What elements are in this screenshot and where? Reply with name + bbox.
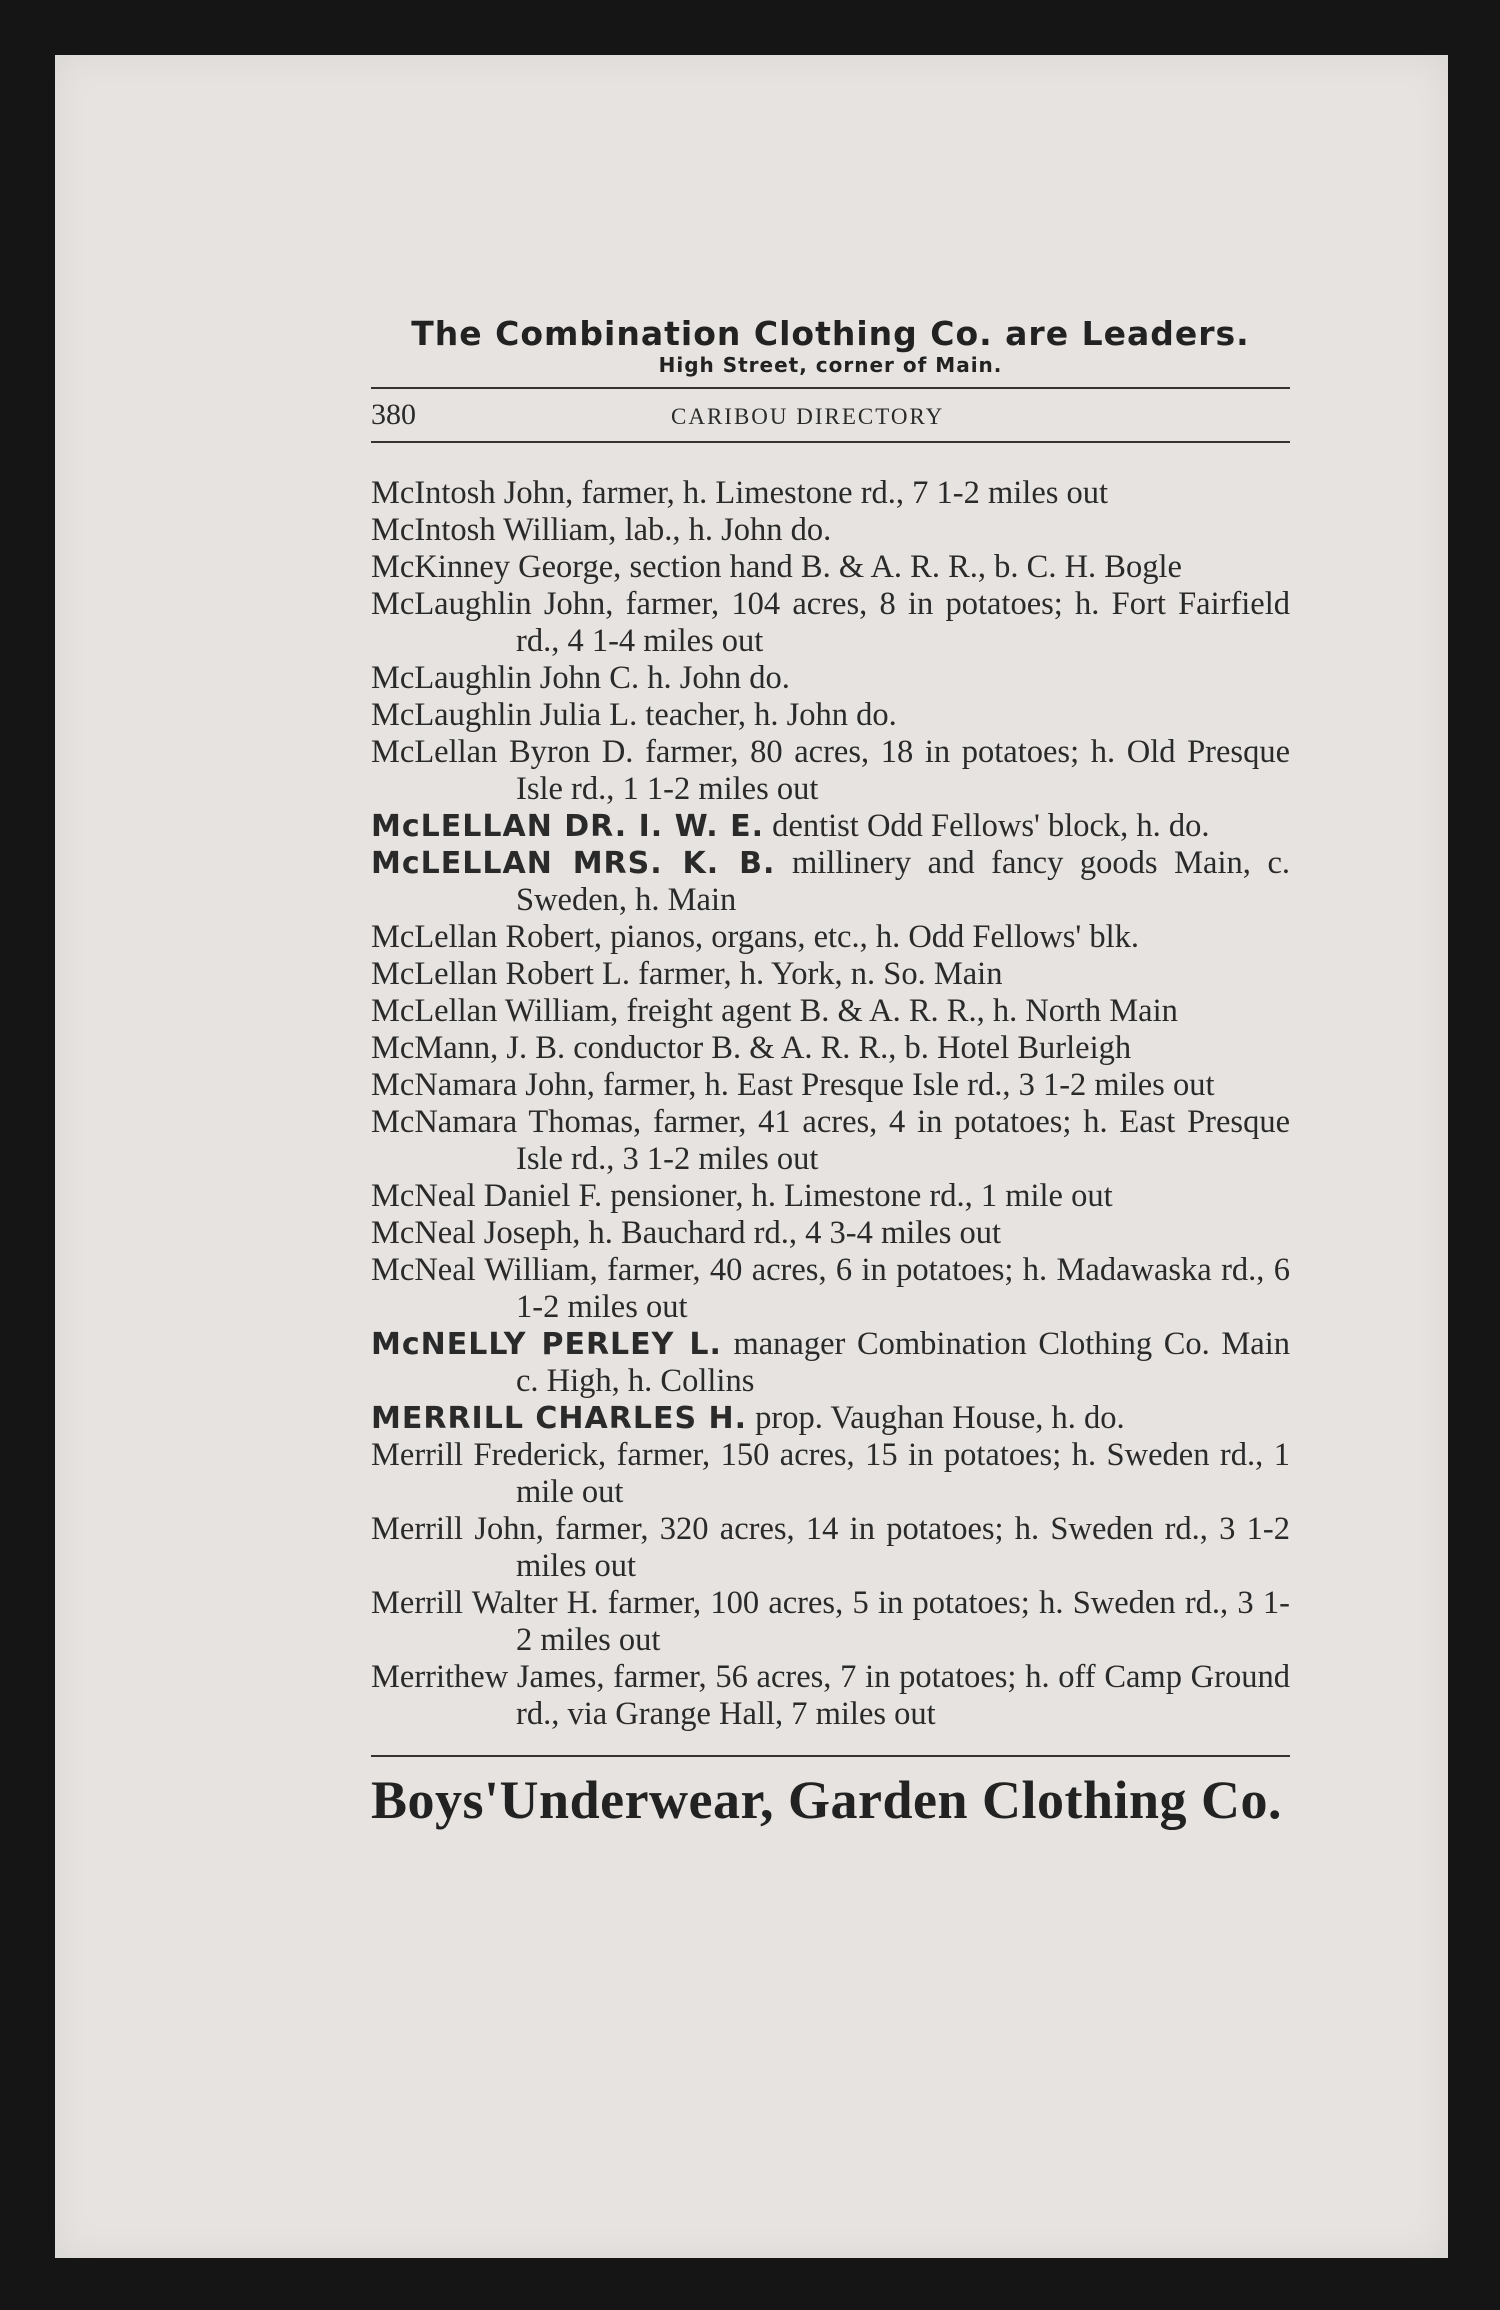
footer-rule <box>371 1755 1290 1757</box>
entry-name-bold: McLELLAN MRS. K. B. <box>371 846 776 881</box>
directory-entry-bold <box>371 1326 1290 1400</box>
running-title: CARIBOU DIRECTORY <box>671 404 945 429</box>
entry-text: pianos, organs, etc., h. Odd Fellows' blk. <box>602 919 1139 955</box>
entry-name: McMann, J. B. <box>371 1030 566 1066</box>
page-number: 380 <box>371 398 416 431</box>
entry-text: farmer, h. York, n. So. Main <box>630 956 1003 992</box>
entry-name: McNamara Thomas, <box>371 1104 642 1140</box>
running-header <box>371 389 1290 441</box>
entry-name: McKinney George, <box>371 549 622 585</box>
entry-text: freight agent B. & A. R. R., h. North Main <box>618 993 1178 1029</box>
entry-text: farmer, 104 acres, 8 in potatoes; h. Fort Fairfield rd., 4 1-4 miles out <box>516 586 1291 659</box>
directory-entry <box>371 1067 1290 1104</box>
entry-name: McLellan William, <box>371 993 619 1029</box>
header-ad-line2: High Street, corner of Main. <box>658 353 1003 377</box>
entry-text: dentist Odd Fellows' block, h. do. <box>764 808 1210 844</box>
directory-entry <box>371 734 1290 808</box>
header-advertisement <box>371 315 1290 377</box>
entry-text: lab., h. John do. <box>616 512 832 548</box>
directory-entry <box>371 1030 1290 1067</box>
directory-entry <box>371 1215 1290 1252</box>
entry-text: pensioner, h. Limestone rd., 1 mile out <box>602 1178 1113 1214</box>
entry-text: farmer, 56 acres, 7 in potatoes; h. off Camp Ground rd., via Grange Hall, 7 miles out <box>516 1659 1290 1732</box>
directory-entry <box>371 586 1290 660</box>
entry-name: Merrill John, <box>371 1511 544 1547</box>
entry-text: farmer, 40 acres, 6 in potatoes; h. Madawaska rd., 6 1-2 miles out <box>516 1252 1290 1325</box>
entry-text: farmer, 100 acres, 5 in potatoes; h. Sweden rd., 3 1-2 miles out <box>516 1585 1291 1658</box>
directory-entry <box>371 512 1290 549</box>
entry-name: McLaughlin Julia L. <box>371 697 638 733</box>
directory-entry <box>371 1511 1290 1585</box>
directory-entry <box>371 1178 1290 1215</box>
directory-entry <box>371 549 1290 586</box>
directory-entry <box>371 1659 1290 1733</box>
page-content <box>371 315 1290 1831</box>
footer-advertisement: Boys'Underwear, Garden Clothing Co. <box>371 1770 1283 1830</box>
entry-name-bold: MERRILL CHARLES H. <box>371 1401 747 1436</box>
entry-name: McIntosh William, <box>371 512 617 548</box>
directory-entry-bold <box>371 845 1290 919</box>
entry-name: Merrill Walter H. <box>371 1585 599 1621</box>
entry-text: farmer, 80 acres, 18 in potatoes; h. Old Presque Isle rd., 1 1-2 miles out <box>516 734 1290 807</box>
entry-name: Merrithew James, <box>371 1659 605 1695</box>
directory-entry <box>371 993 1290 1030</box>
entry-name: McLaughlin John C. <box>371 660 640 696</box>
entry-text: prop. Vaughan House, h. do. <box>747 1400 1125 1436</box>
directory-entry <box>371 1437 1290 1511</box>
entry-text: h. Bauchard rd., 4 3-4 miles out <box>580 1215 1002 1251</box>
directory-entry <box>371 956 1290 993</box>
directory-entry <box>371 660 1290 697</box>
directory-entry <box>371 697 1290 734</box>
entry-name: Merrill Frederick, <box>371 1437 607 1473</box>
entry-text: farmer, h. Limestone rd., 7 1-2 miles out <box>573 475 1109 511</box>
entry-name: McNeal Joseph, <box>371 1215 581 1251</box>
entry-name: McLellan Robert, <box>371 919 603 955</box>
entry-name: McIntosh John, <box>371 475 574 511</box>
entry-text: farmer, 150 acres, 15 in potatoes; h. Sweden rd., 1 mile out <box>516 1437 1290 1510</box>
entry-text: millinery and fancy goods Main, c. Sweden, h. Main <box>516 845 1290 918</box>
entry-text: section hand B. & A. R. R., b. C. H. Bogle <box>621 549 1182 585</box>
entry-text: farmer, 320 acres, 14 in potatoes; h. Sweden rd., 3 1-2 miles out <box>516 1511 1290 1584</box>
entry-text: teacher, h. John do. <box>637 697 897 733</box>
directory-entry-bold <box>371 808 1290 845</box>
entry-text: farmer, h. East Presque Isle rd., 3 1-2 miles out <box>594 1067 1215 1103</box>
entry-name: McLellan Robert L. <box>371 956 631 992</box>
directory-entry <box>371 475 1290 512</box>
directory-page <box>55 55 1448 2258</box>
header-ad-line1: The Combination Clothing Co. are Leaders. <box>411 314 1250 353</box>
entry-name: McLellan Byron D. <box>371 734 634 770</box>
directory-entry <box>371 919 1290 956</box>
entry-name: McNeal William, <box>371 1252 598 1288</box>
entry-text: h. John do. <box>639 660 790 696</box>
entry-text: manager Combination Clothing Co. Main c. High, h. Collins <box>516 1326 1290 1399</box>
directory-entry <box>371 1252 1290 1326</box>
directory-entries <box>371 475 1290 1733</box>
entry-name: McLaughlin John, <box>371 586 614 622</box>
directory-entry <box>371 1585 1290 1659</box>
directory-entry <box>371 1104 1290 1178</box>
entry-name-bold: McLELLAN DR. I. W. E. <box>371 809 765 844</box>
entry-name-bold: McNELLY PERLEY L. <box>371 1327 722 1362</box>
entry-text: conductor B. & A. R. R., b. Hotel Burleigh <box>565 1030 1132 1066</box>
entry-name: McNeal Daniel F. <box>371 1178 603 1214</box>
directory-entry-bold <box>371 1400 1290 1437</box>
entry-name: McNamara John, <box>371 1067 595 1103</box>
entry-text: farmer, 41 acres, 4 in potatoes; h. East Presque Isle rd., 3 1-2 miles out <box>516 1104 1290 1177</box>
